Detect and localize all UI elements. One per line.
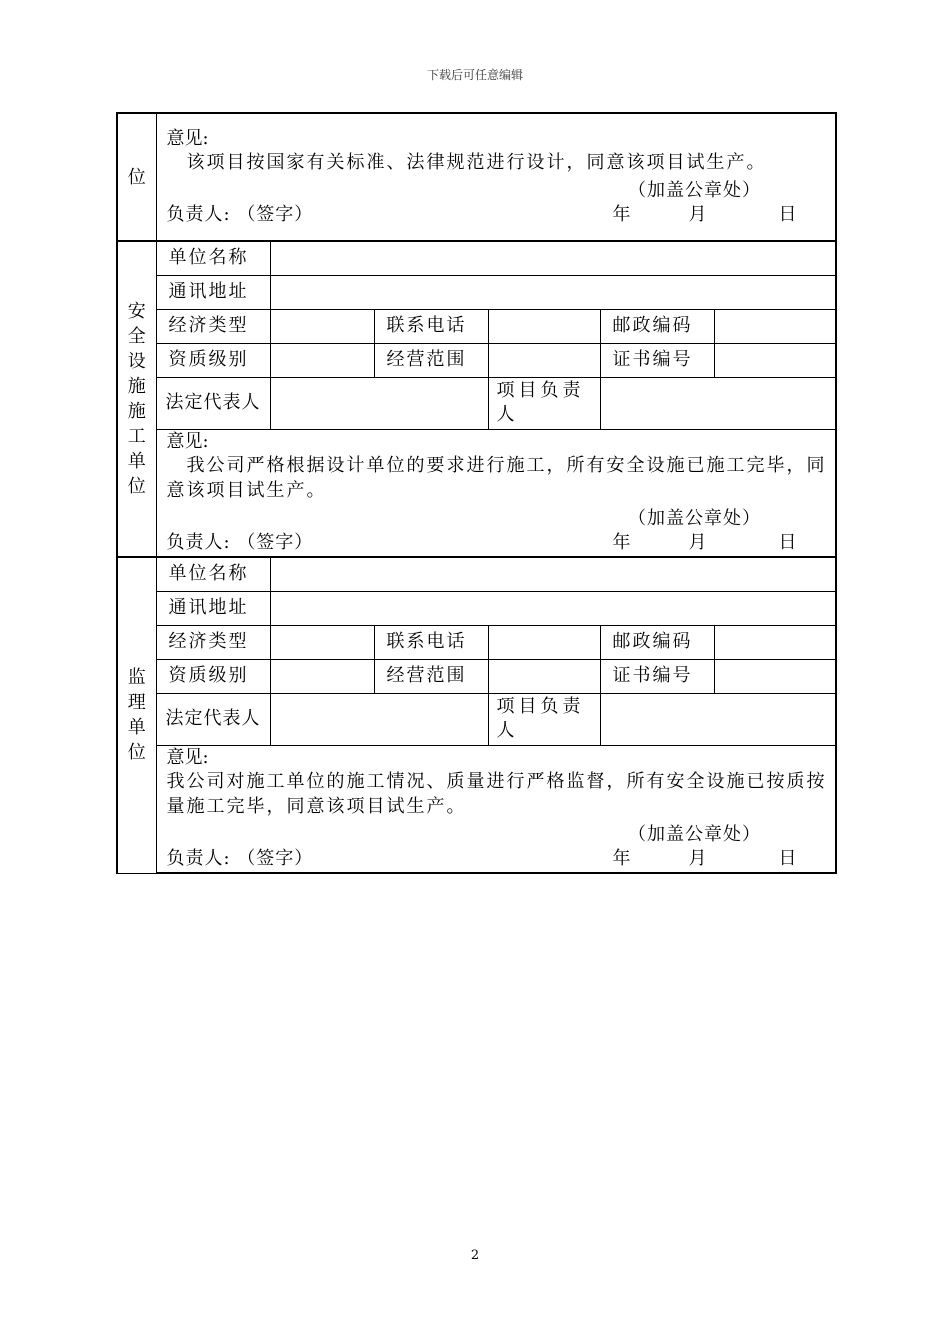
section3-date	[613, 847, 797, 871]
section2-stamp-note: （加盖公章处）	[628, 508, 761, 530]
section2-row-qualification	[117, 343, 836, 377]
section2-opinion-text: 我公司严格根据设计单位的要求进行施工，所有安全设施已施工完毕，同意该项目试生产。	[166, 455, 827, 502]
section3-cert-no-label: 证书编号	[600, 659, 714, 693]
section1-opinion-row	[117, 113, 836, 241]
section3-row-address	[117, 591, 836, 625]
section2-phone-label: 联系电话	[374, 309, 488, 343]
section3-project-lead-label: 项目负责人	[488, 693, 600, 745]
page-number: 2	[470, 1248, 480, 1263]
section2-row-unit-name	[117, 241, 836, 275]
section3-cert-no-value[interactable]	[714, 659, 836, 693]
section1-opinion-text: 该项目按国家有关标准、法律规范进行设计，同意该项目试生产。	[186, 152, 767, 173]
section3-address-value[interactable]	[270, 591, 836, 625]
section1-date-day: 日	[778, 204, 797, 225]
section3-responsible-label: 负责人: （签字）	[166, 848, 314, 870]
section3-econ-type-value[interactable]	[270, 625, 374, 659]
section2-scope-label: 经营范围	[374, 343, 488, 377]
section3-side-label: 监理单位	[117, 557, 156, 873]
section2-econ-type-label: 经济类型	[156, 309, 270, 343]
section1-side-label: 位	[117, 113, 156, 241]
section2-opinion-title: 意见:	[166, 431, 209, 453]
section2-legal-rep-label: 法定代表人	[156, 377, 270, 429]
section3-date-day: 日	[778, 848, 797, 870]
section1-opinion-cell	[156, 113, 836, 241]
section2-date-month: 月	[688, 532, 707, 554]
section2-side-label: 安全设施施工单位	[117, 241, 156, 557]
section2-row-address	[117, 275, 836, 309]
section3-scope-label: 经营范围	[374, 659, 488, 693]
section3-row-representatives	[117, 693, 836, 745]
approval-form-table	[116, 112, 837, 874]
section2-row-econ	[117, 309, 836, 343]
section3-econ-type-label: 经济类型	[156, 625, 270, 659]
section3-opinion-text: 我公司对施工单位的施工情况、质量进行严格监督，所有安全设施已按质按量施工完毕，同意该项目试生产。	[166, 771, 827, 818]
section2-scope-value[interactable]	[488, 343, 600, 377]
section2-econ-type-value[interactable]	[270, 309, 374, 343]
section3-sign-row	[167, 847, 828, 871]
section3-legal-rep-value[interactable]	[270, 693, 488, 745]
section2-date-day: 日	[778, 532, 797, 554]
section1-date	[613, 203, 797, 227]
section3-date-year: 年	[612, 848, 631, 870]
page-header: 下载后可任意编辑	[426, 68, 523, 82]
section2-opinion-row	[117, 429, 836, 557]
section1-responsible-label: 负责人: （签字）	[166, 204, 314, 225]
section3-row-unit-name	[117, 557, 836, 591]
section3-row-qualification	[117, 659, 836, 693]
section2-project-lead-value[interactable]	[600, 377, 836, 429]
section2-responsible-label: 负责人: （签字）	[166, 532, 314, 554]
section3-stamp-note: （加盖公章处）	[628, 824, 761, 846]
section3-scope-value[interactable]	[488, 659, 600, 693]
section2-legal-rep-value[interactable]	[270, 377, 488, 429]
section2-opinion-cell	[156, 429, 836, 557]
section2-row-representatives	[117, 377, 836, 429]
section3-postcode-label: 邮政编码	[600, 625, 714, 659]
section3-opinion-cell	[156, 745, 836, 873]
section1-opinion-title: 意见:	[166, 128, 209, 149]
section1-date-year: 年	[612, 204, 631, 225]
section2-unit-name-value[interactable]	[270, 241, 836, 275]
section3-address-label: 通讯地址	[156, 591, 270, 625]
section2-postcode-value[interactable]	[714, 309, 836, 343]
section2-address-label: 通讯地址	[156, 275, 270, 309]
section3-qualification-value[interactable]	[270, 659, 374, 693]
section3-unit-name-label: 单位名称	[156, 557, 270, 591]
section2-unit-name-label: 单位名称	[156, 241, 270, 275]
section2-cert-no-value[interactable]	[714, 343, 836, 377]
section3-date-month: 月	[688, 848, 707, 870]
section1-date-month: 月	[688, 204, 707, 225]
section3-legal-rep-label: 法定代表人	[156, 693, 270, 745]
section2-sign-row	[167, 531, 828, 555]
section2-address-value[interactable]	[270, 275, 836, 309]
section1-sign-row	[167, 203, 828, 227]
section3-opinion-title: 意见:	[166, 747, 209, 769]
section2-qualification-label: 资质级别	[156, 343, 270, 377]
section3-row-econ	[117, 625, 836, 659]
section2-postcode-label: 邮政编码	[600, 309, 714, 343]
section3-phone-label: 联系电话	[374, 625, 488, 659]
section3-phone-value[interactable]	[488, 625, 600, 659]
section2-qualification-value[interactable]	[270, 343, 374, 377]
section2-date-year: 年	[612, 532, 631, 554]
section3-opinion-row	[117, 745, 836, 873]
section2-date	[613, 531, 797, 555]
section1-stamp-note: （加盖公章处）	[628, 180, 761, 201]
section2-project-lead-label: 项目负责人	[488, 377, 600, 429]
section3-qualification-label: 资质级别	[156, 659, 270, 693]
section2-cert-no-label: 证书编号	[600, 343, 714, 377]
section2-phone-value[interactable]	[488, 309, 600, 343]
section3-unit-name-value[interactable]	[270, 557, 836, 591]
section3-project-lead-value[interactable]	[600, 693, 836, 745]
section3-postcode-value[interactable]	[714, 625, 836, 659]
